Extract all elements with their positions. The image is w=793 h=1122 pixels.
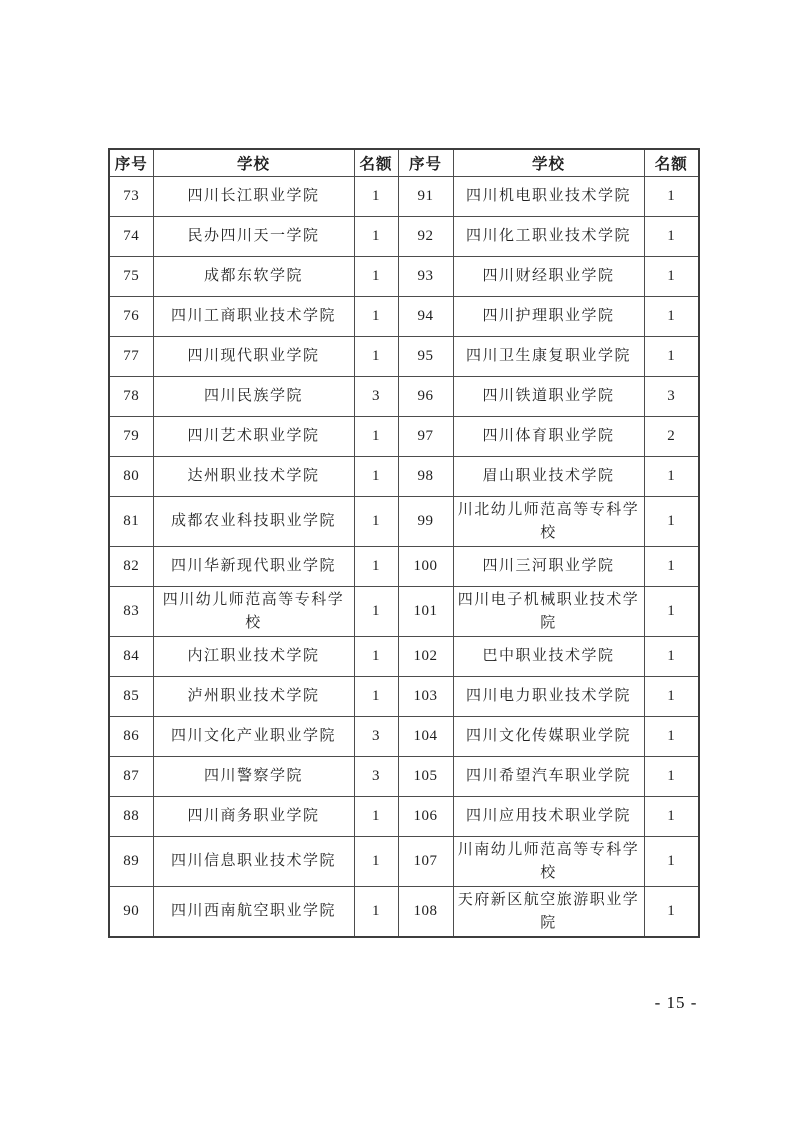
quota-cell-left: 1 — [354, 217, 398, 257]
table-row — [109, 547, 699, 587]
school-cell-left: 成都农业科技职业学院 — [153, 497, 354, 547]
table-body — [109, 177, 699, 938]
serial-cell-right: 103 — [398, 677, 453, 717]
quota-cell-left: 1 — [354, 547, 398, 587]
school-cell-right: 眉山职业技术学院 — [453, 457, 644, 497]
school-cell-right: 四川护理职业学院 — [453, 297, 644, 337]
quota-cell-left: 1 — [354, 637, 398, 677]
serial-cell-right: 99 — [398, 497, 453, 547]
school-quota-table — [108, 148, 700, 938]
serial-cell-left: 79 — [109, 417, 153, 457]
quota-cell-right: 1 — [644, 497, 699, 547]
quota-cell-right: 1 — [644, 637, 699, 677]
serial-cell-right: 105 — [398, 757, 453, 797]
quota-cell-right: 1 — [644, 797, 699, 837]
serial-cell-left: 90 — [109, 887, 153, 938]
quota-cell-left: 1 — [354, 677, 398, 717]
school-cell-left: 四川长江职业学院 — [153, 177, 354, 217]
quota-cell-left: 1 — [354, 297, 398, 337]
quota-cell-left: 1 — [354, 177, 398, 217]
quota-cell-right: 1 — [644, 677, 699, 717]
serial-cell-right: 101 — [398, 587, 453, 637]
serial-cell-left: 88 — [109, 797, 153, 837]
serial-cell-left: 89 — [109, 837, 153, 887]
table-row — [109, 297, 699, 337]
serial-cell-left: 75 — [109, 257, 153, 297]
serial-cell-left: 86 — [109, 717, 153, 757]
school-cell-left: 四川幼儿师范高等专科学校 — [153, 587, 354, 637]
column-header-serial-left: 序号 — [109, 149, 153, 177]
quota-cell-right: 1 — [644, 337, 699, 377]
school-cell-left: 四川华新现代职业学院 — [153, 547, 354, 587]
school-cell-right: 四川电子机械职业技术学院 — [453, 587, 644, 637]
school-cell-right: 天府新区航空旅游职业学院 — [453, 887, 644, 938]
quota-cell-right: 1 — [644, 887, 699, 938]
school-cell-right: 四川电力职业技术学院 — [453, 677, 644, 717]
school-cell-left: 四川现代职业学院 — [153, 337, 354, 377]
serial-cell-right: 97 — [398, 417, 453, 457]
serial-cell-left: 83 — [109, 587, 153, 637]
quota-cell-left: 3 — [354, 377, 398, 417]
serial-cell-left: 84 — [109, 637, 153, 677]
quota-cell-right: 1 — [644, 457, 699, 497]
school-cell-left: 民办四川天一学院 — [153, 217, 354, 257]
school-cell-left: 四川工商职业技术学院 — [153, 297, 354, 337]
quota-cell-left: 1 — [354, 457, 398, 497]
table-row — [109, 377, 699, 417]
school-cell-left: 内江职业技术学院 — [153, 637, 354, 677]
table-row — [109, 587, 699, 637]
serial-cell-right: 92 — [398, 217, 453, 257]
school-cell-right: 四川财经职业学院 — [453, 257, 644, 297]
page-number: - 15 - — [654, 993, 698, 1012]
table-header-row — [109, 149, 699, 177]
table-row — [109, 887, 699, 938]
school-cell-left: 四川西南航空职业学院 — [153, 887, 354, 938]
table-row — [109, 757, 699, 797]
quota-cell-left: 1 — [354, 337, 398, 377]
serial-cell-left: 87 — [109, 757, 153, 797]
serial-cell-right: 102 — [398, 637, 453, 677]
school-cell-right: 四川体育职业学院 — [453, 417, 644, 457]
quota-cell-right: 1 — [644, 547, 699, 587]
serial-cell-right: 93 — [398, 257, 453, 297]
school-cell-right: 四川卫生康复职业学院 — [453, 337, 644, 377]
serial-cell-right: 108 — [398, 887, 453, 938]
school-cell-right: 四川希望汽车职业学院 — [453, 757, 644, 797]
serial-cell-left: 74 — [109, 217, 153, 257]
column-header-quota-left: 名额 — [354, 149, 398, 177]
quota-cell-left: 3 — [354, 757, 398, 797]
school-cell-right: 四川机电职业技术学院 — [453, 177, 644, 217]
serial-cell-right: 107 — [398, 837, 453, 887]
serial-cell-left: 73 — [109, 177, 153, 217]
serial-cell-right: 96 — [398, 377, 453, 417]
quota-cell-right: 2 — [644, 417, 699, 457]
quota-cell-left: 1 — [354, 797, 398, 837]
quota-cell-right: 1 — [644, 257, 699, 297]
school-cell-right: 四川化工职业技术学院 — [453, 217, 644, 257]
serial-cell-right: 95 — [398, 337, 453, 377]
school-cell-right: 川北幼儿师范高等专科学校 — [453, 497, 644, 547]
quota-cell-right: 3 — [644, 377, 699, 417]
serial-cell-right: 98 — [398, 457, 453, 497]
quota-cell-left: 1 — [354, 257, 398, 297]
table-row — [109, 417, 699, 457]
quota-cell-right: 1 — [644, 177, 699, 217]
table-row — [109, 797, 699, 837]
school-cell-right: 四川应用技术职业学院 — [453, 797, 644, 837]
serial-cell-left: 82 — [109, 547, 153, 587]
table-row — [109, 637, 699, 677]
serial-cell-right: 106 — [398, 797, 453, 837]
quota-cell-left: 1 — [354, 837, 398, 887]
school-cell-right: 四川铁道职业学院 — [453, 377, 644, 417]
column-header-quota-right: 名额 — [644, 149, 699, 177]
table-row — [109, 337, 699, 377]
column-header-school-left: 学校 — [153, 149, 354, 177]
quota-cell-left: 1 — [354, 497, 398, 547]
table-row — [109, 217, 699, 257]
school-cell-left: 四川艺术职业学院 — [153, 417, 354, 457]
table-row — [109, 177, 699, 217]
column-header-serial-right: 序号 — [398, 149, 453, 177]
quota-cell-left: 1 — [354, 887, 398, 938]
table-row — [109, 677, 699, 717]
serial-cell-left: 78 — [109, 377, 153, 417]
table-row — [109, 457, 699, 497]
school-cell-right: 四川文化传媒职业学院 — [453, 717, 644, 757]
serial-cell-left: 85 — [109, 677, 153, 717]
school-cell-left: 达州职业技术学院 — [153, 457, 354, 497]
quota-cell-right: 1 — [644, 717, 699, 757]
school-cell-left: 四川商务职业学院 — [153, 797, 354, 837]
serial-cell-right: 104 — [398, 717, 453, 757]
serial-cell-left: 80 — [109, 457, 153, 497]
school-cell-left: 四川民族学院 — [153, 377, 354, 417]
serial-cell-right: 100 — [398, 547, 453, 587]
quota-cell-right: 1 — [644, 757, 699, 797]
serial-cell-left: 77 — [109, 337, 153, 377]
serial-cell-left: 76 — [109, 297, 153, 337]
table-row — [109, 837, 699, 887]
quota-cell-right: 1 — [644, 297, 699, 337]
serial-cell-right: 91 — [398, 177, 453, 217]
quota-cell-right: 1 — [644, 837, 699, 887]
column-header-school-right: 学校 — [453, 149, 644, 177]
school-cell-left: 成都东软学院 — [153, 257, 354, 297]
school-cell-left: 四川文化产业职业学院 — [153, 717, 354, 757]
school-cell-left: 四川警察学院 — [153, 757, 354, 797]
school-cell-right: 川南幼儿师范高等专科学校 — [453, 837, 644, 887]
quota-cell-left: 1 — [354, 417, 398, 457]
school-cell-right: 巴中职业技术学院 — [453, 637, 644, 677]
quota-cell-left: 1 — [354, 587, 398, 637]
school-cell-left: 四川信息职业技术学院 — [153, 837, 354, 887]
school-cell-right: 四川三河职业学院 — [453, 547, 644, 587]
quota-cell-left: 3 — [354, 717, 398, 757]
table-row — [109, 497, 699, 547]
school-cell-left: 泸州职业技术学院 — [153, 677, 354, 717]
quota-cell-right: 1 — [644, 217, 699, 257]
serial-cell-right: 94 — [398, 297, 453, 337]
serial-cell-left: 81 — [109, 497, 153, 547]
table-row — [109, 257, 699, 297]
table-row — [109, 717, 699, 757]
quota-cell-right: 1 — [644, 587, 699, 637]
